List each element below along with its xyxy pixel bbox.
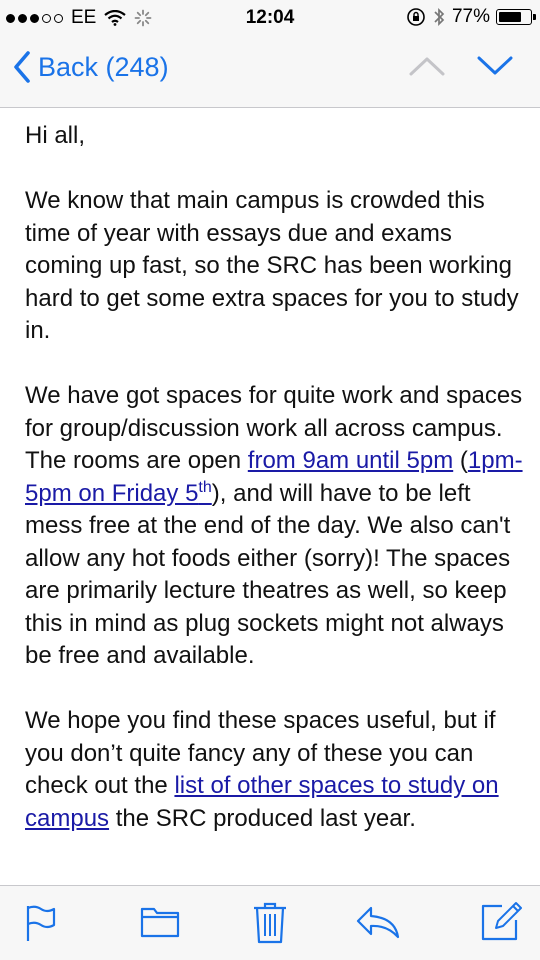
opening-hours-link[interactable]: from 9am until 5pm	[247, 447, 454, 474]
email-body	[25, 120, 525, 885]
email-paragraph-2-text-b: (	[453, 447, 468, 474]
chevron-down-icon	[476, 54, 514, 78]
email-paragraph-2	[25, 380, 525, 673]
flag-icon	[24, 904, 56, 942]
flag-button[interactable]	[24, 904, 56, 947]
trash-button[interactable]	[251, 900, 289, 949]
trash-icon	[251, 900, 289, 944]
other-study-spaces-link[interactable]: list of other spaces to study on campus	[25, 772, 499, 832]
battery-icon	[496, 9, 532, 25]
status-bar	[0, 0, 540, 36]
compose-button[interactable]	[480, 900, 522, 947]
email-paragraph-3-text-a: We hope you find these spaces useful, but if you don’t quite fancy any of these you can check out the	[25, 707, 496, 799]
bottom-toolbar	[0, 885, 540, 960]
back-button[interactable]	[12, 50, 169, 84]
chevron-up-icon	[408, 54, 446, 78]
chevron-left-icon	[12, 50, 32, 84]
carrier-name: EE	[71, 7, 97, 28]
move-to-folder-button[interactable]	[140, 904, 180, 943]
email-paragraph-3	[25, 705, 525, 835]
bluetooth-icon	[432, 7, 446, 27]
email-paragraph-1: We know that main campus is crowded this time of year with essays due and exams coming up fast, so the SRC has been working hard to get some extra spaces for you to study in.	[25, 187, 519, 344]
rotation-lock-icon	[406, 7, 426, 27]
friday-hours-link-text: 1pm-5pm on Friday 5	[25, 447, 523, 507]
reply-icon	[355, 904, 401, 942]
previous-message-button[interactable]	[408, 54, 446, 83]
folder-icon	[140, 904, 180, 938]
email-paragraph-2-text-a: We have got spaces for quite work and spaces for group/discussion work all across campus. The rooms are open	[25, 382, 523, 474]
email-paragraph-2-text-c: ), and will have to be left mess free at the end of the day. We also can't allow any hot foods either (sorry)! The spaces are primarily lecture theatres as well, so keep this in mind as plug sockets might not always be free and available.	[25, 479, 511, 669]
email-paragraph-3-text-b: the SRC produced last year.	[109, 804, 416, 832]
back-button-label: Back (248)	[38, 51, 169, 82]
status-time: 12:04	[245, 7, 295, 28]
next-message-button[interactable]	[476, 54, 514, 83]
friday-hours-link-suffix: th	[198, 478, 212, 496]
reply-button[interactable]	[355, 904, 401, 947]
battery-percent: 77%	[451, 6, 490, 27]
email-greeting: Hi all,	[25, 122, 86, 149]
status-right	[406, 6, 532, 28]
navigation-bar	[0, 36, 540, 108]
compose-icon	[480, 900, 522, 942]
